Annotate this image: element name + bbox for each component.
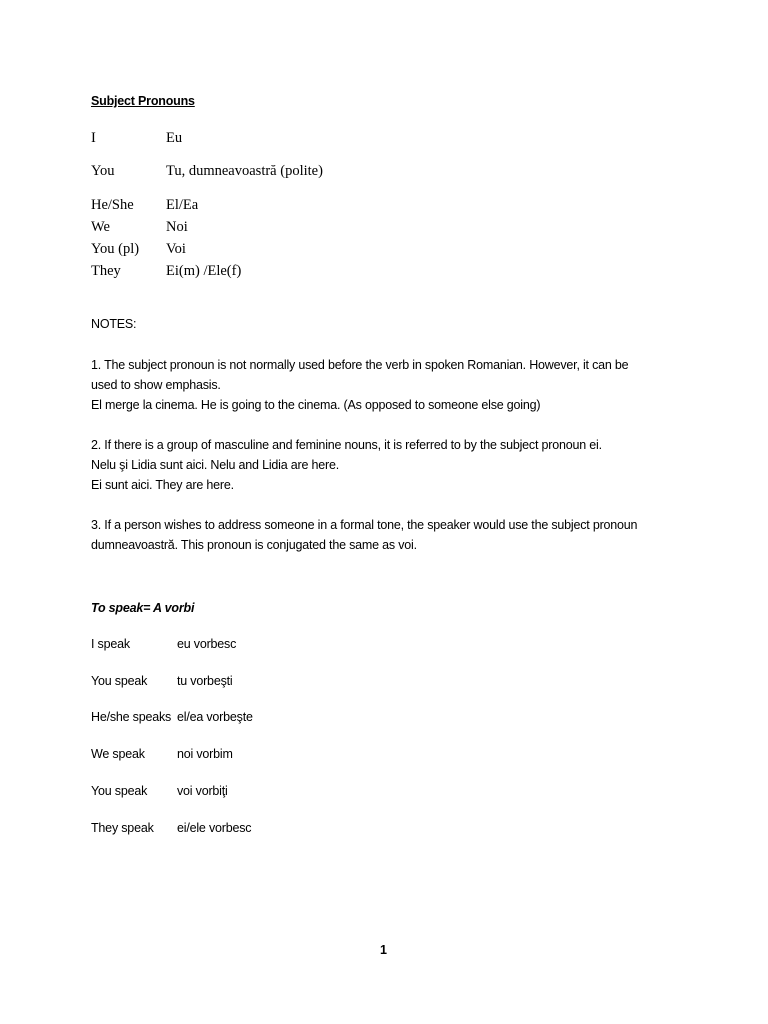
- note-line: 2. If there is a group of masculine and feminine nouns, it is referred to by the subject pronoun ei.: [91, 438, 602, 452]
- conj-en: You speak: [91, 674, 148, 688]
- note-line: 3. If a person wishes to address someone in a formal tone, the speaker would use the subject pronoun: [91, 518, 638, 532]
- conj-en: We speak: [91, 747, 145, 761]
- notes-heading: NOTES:: [91, 317, 137, 331]
- pronoun-en: We: [91, 219, 110, 235]
- page-title: Subject Pronouns: [91, 94, 195, 108]
- note-line: used to show emphasis.: [91, 378, 221, 392]
- note-2: [91, 435, 602, 495]
- conj-ro: tu vorbeşti: [177, 674, 233, 688]
- note-line: dumneavoastră. This pronoun is conjugated the same as voi.: [91, 538, 417, 552]
- conj-ro: ei/ele vorbesc: [177, 821, 252, 835]
- note-line: 1. The subject pronoun is not normally used before the verb in spoken Romanian. However, it can be: [91, 358, 629, 372]
- conj-en: I speak: [91, 637, 130, 651]
- pronoun-en: I: [91, 130, 96, 146]
- note-line: Ei sunt aici. They are here.: [91, 478, 234, 492]
- pronoun-en: He/She: [91, 197, 134, 213]
- note-3: [91, 515, 637, 555]
- note-line: El merge la cinema. He is going to the cinema. (As opposed to someone else going): [91, 398, 541, 412]
- verb-heading: To speak= A vorbi: [91, 601, 195, 615]
- conj-en: He/she speaks: [91, 710, 172, 724]
- note-1: [91, 355, 628, 415]
- pronoun-ro: Eu: [166, 130, 183, 146]
- conj-en: They speak: [91, 821, 154, 835]
- pronoun-en: You: [91, 163, 115, 179]
- conj-en: You speak: [91, 784, 148, 798]
- conj-ro: noi vorbim: [177, 747, 233, 761]
- pronoun-en: They: [91, 263, 121, 279]
- pronoun-ro: Noi: [166, 219, 188, 235]
- pronoun-ro: Ei(m) /Ele(f): [166, 263, 242, 279]
- pronoun-en: You (pl): [91, 241, 140, 257]
- note-line: Nelu şi Lidia sunt aici. Nelu and Lidia are here.: [91, 458, 339, 472]
- conj-ro: eu vorbesc: [177, 637, 237, 651]
- pronoun-ro: Tu, dumneavoastră (polite): [166, 163, 323, 179]
- conj-ro: voi vorbiţi: [177, 784, 228, 798]
- conj-ro: el/ea vorbeşte: [177, 710, 253, 724]
- pronoun-ro: El/Ea: [166, 197, 199, 213]
- page-number: 1: [380, 943, 387, 957]
- pronoun-ro: Voi: [166, 241, 186, 257]
